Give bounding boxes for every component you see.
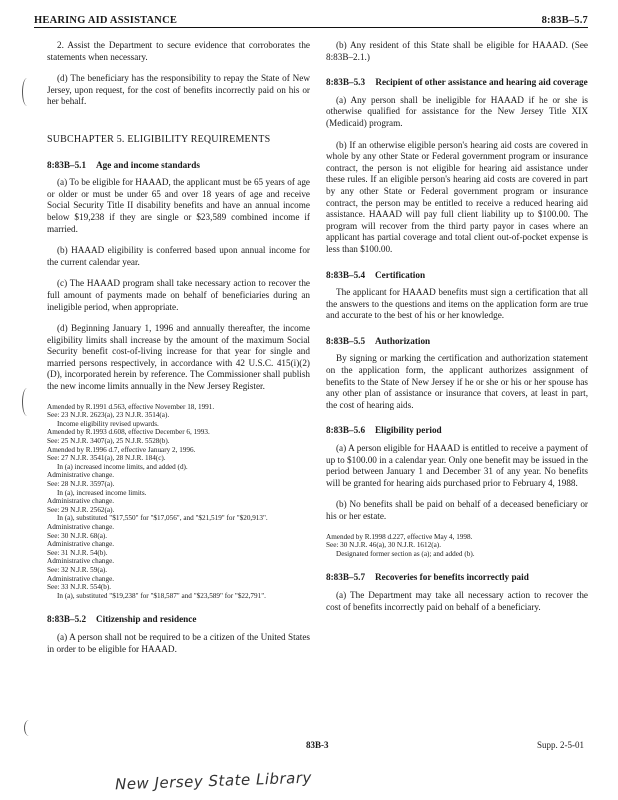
history-line: Administrative change. <box>47 471 115 480</box>
history-line: See: 23 N.J.R. 2623(a), 23 N.J.R. 3514(a). <box>47 411 170 420</box>
paragraph: (b) Any resident of this State shall be eligible for HAAAD. (See 8:83B–2.1.) <box>326 40 588 62</box>
section-heading-5-4 <box>326 270 588 282</box>
margin-bracket-mark <box>22 388 32 416</box>
history-line: Administrative change. <box>47 522 115 531</box>
history-line: Amended by R.1993 d.608, effective December 6, 1993. <box>47 428 210 437</box>
history-line: In (a), substituted "$19,238" for "$18,587" and "$23,589" for "$22,791". <box>57 591 266 600</box>
paragraph: (a) To be eligible for HAAAD, the applicant must be 65 years of age or older or must be under 65 and over 18 years of age and receive Social Security Title II disability benefits and have an annual income below $19,238 if they are single or $23,589 combined income if married. <box>47 177 310 234</box>
right-column <box>326 40 588 623</box>
page-number: 83B-3 <box>306 740 329 750</box>
left-column <box>47 40 310 665</box>
history-line: See: 29 N.J.R. 2562(a). <box>47 505 115 514</box>
paragraph: The applicant for HAAAD benefits must sign a certification that all the answers to the questions and items on the application form are true and accurate to the best of his or her knowledge. <box>326 287 588 321</box>
history-line: See: 28 N.J.R. 3597(a). <box>47 480 115 488</box>
amendment-history <box>326 533 588 559</box>
section-number: 8:83B–5.5 <box>326 335 366 346</box>
section-number: 8:83B–5.7 <box>326 572 366 583</box>
running-header <box>34 12 588 28</box>
history-line: Designated former section as (a); and added (b). <box>336 549 475 558</box>
section-title: Age and income standards <box>96 159 200 170</box>
section-heading-5-1 <box>47 160 310 172</box>
paragraph: By signing or marking the certification and authorization statement on the application form, the applicant authorizes assignment of benefits to the State of New Jersey if he or she or his or her spouse has any other plan of assistance or insurance that covers, at least in part, the cost of hearing aids. <box>326 353 588 410</box>
paragraph: (d) The beneficiary has the responsibility to repay the State of New Jersey, upon request, for the cost of benefits incorrectly paid on his or her behalf. <box>47 73 310 107</box>
library-stamp: New Jersey State Library <box>114 768 313 794</box>
section-number: 8:83B–5.6 <box>326 425 366 436</box>
section-number: 8:83B–5.1 <box>47 159 87 170</box>
history-line: In (a), increased income limits. <box>57 488 147 497</box>
section-heading-5-2 <box>47 614 310 626</box>
section-title: Eligibility period <box>375 425 442 436</box>
history-line: See: 30 N.J.R. 46(a), 30 N.J.R. 1612(a). <box>326 541 441 550</box>
paragraph: (d) Beginning January 1, 1996 and annually thereafter, the income eligibility limits shall increase by the amount of the maximum Social Security benefit cost-of-living increase for that year for single and married persons respectively, in accordance with 42 U.S.C. 415(i)(2)(D), incorporated herein by reference. The Commissioner shall publish the new income limits annually in the New Jersey Register. <box>47 323 310 392</box>
history-line: Administrative change. <box>47 574 115 583</box>
section-heading-5-6 <box>326 425 588 437</box>
paragraph: (a) A person eligible for HAAAD is entitled to receive a payment of up to $100.00 in a calendar year. Only one benefit may be issued in the period between January 1 and December 31 of any year. No benefits will be granted for hearing aids purchased prior to February 4, 1988. <box>326 443 588 488</box>
amendment-history <box>47 403 310 601</box>
section-title: Recoveries for benefits incorrectly paid <box>375 572 529 583</box>
history-line: Administrative change. <box>47 557 115 566</box>
paragraph: (b) If an otherwise eligible person's hearing aid costs are covered in whole by any other State or Federal government program or insurance contract, the person is not eligible for hearing aid assistance under these rules. If an eligible person's hearing aid costs are covered in part by any other State or Federal government program or insurance contract, the person may be entitled to receive a reduced hearing aid assistance. HAAAD will pay full client liability up to $100.00. The program will recover from the third party payor in cases where an applicant has partial coverage and total client out-of-pocket expense is less than $100.00. <box>326 139 588 254</box>
history-line: Amended by R.1991 d.563, effective November 18, 1991. <box>47 402 215 411</box>
paragraph: (a) A person shall not be required to be a citizen of the United States in order to be eligible for HAAAD. <box>47 631 310 654</box>
history-line: Income eligibility revised upwards. <box>57 419 159 428</box>
supplement-date: Supp. 2-5-01 <box>537 740 584 750</box>
subchapter-heading: SUBCHAPTER 5. ELIGIBILITY REQUIREMENTS <box>47 133 271 145</box>
history-line: See: 32 N.J.R. 59(a). <box>47 565 108 574</box>
history-line: In (a) increased income limits, and added (d). <box>57 462 188 471</box>
paragraph: (a) Any person shall be ineligible for HAAAD if he or she is otherwise qualified for assistance for the New Jersey Title XIX (Medicaid) program. <box>326 94 588 128</box>
paragraph: (b) HAAAD eligibility is conferred based upon annual income for the current calendar year. <box>47 245 310 267</box>
paragraph: (a) The Department may take all necessary action to recover the cost of benefits incorrectly paid on behalf of a beneficiary. <box>326 589 588 612</box>
section-heading-5-7 <box>326 572 588 584</box>
history-line: Administrative change. <box>47 540 115 549</box>
history-line: See: 33 N.J.R. 554(b). <box>47 583 112 592</box>
section-title: Certification <box>375 269 426 280</box>
section-number: 8:83B–5.4 <box>326 269 366 280</box>
section-title: Authorization <box>375 335 431 346</box>
history-line: See: 25 N.J.R. 3407(a), 25 N.J.R. 5528(b). <box>47 437 170 446</box>
section-number: 8:83B–5.3 <box>326 77 366 88</box>
paragraph: 2. Assist the Department to secure evidence that corroborates the statements when necessary. <box>47 40 310 62</box>
section-title: Recipient of other assistance and hearing aid coverage <box>375 77 588 88</box>
margin-bracket-mark <box>24 720 34 736</box>
section-heading-5-3 <box>326 77 588 89</box>
paragraph: (c) The HAAAD program shall take necessary action to recover the full amount of payments made on behalf of beneficiaries during an ineligible period, when appropriate. <box>47 278 310 312</box>
history-line: Amended by R.1996 d.7, effective January 2, 1996. <box>47 445 196 454</box>
section-heading-5-5 <box>326 336 588 348</box>
history-line: See: 27 N.J.R. 3541(a), 28 N.J.R. 184(c). <box>47 454 166 463</box>
paragraph: (b) No benefits shall be paid on behalf of a deceased beneficiary or his or her estate. <box>326 499 588 521</box>
margin-bracket-mark <box>22 78 32 106</box>
history-line: See: 31 N.J.R. 54(b). <box>47 548 108 557</box>
history-line: Amended by R.1998 d.227, effective May 4, 1998. <box>326 532 473 541</box>
history-line: Administrative change. <box>47 497 115 506</box>
header-section-number: 8:83B–5.7 <box>541 15 588 26</box>
section-number: 8:83B–5.2 <box>47 614 87 625</box>
history-line: See: 30 N.J.R. 68(a). <box>47 531 108 540</box>
history-line: In (a), substituted "$17,550" for "$17,056", and "$21,519" for "$20,913". <box>57 514 268 523</box>
section-title: Citizenship and residence <box>96 614 197 625</box>
header-title: HEARING AID ASSISTANCE <box>34 15 178 26</box>
